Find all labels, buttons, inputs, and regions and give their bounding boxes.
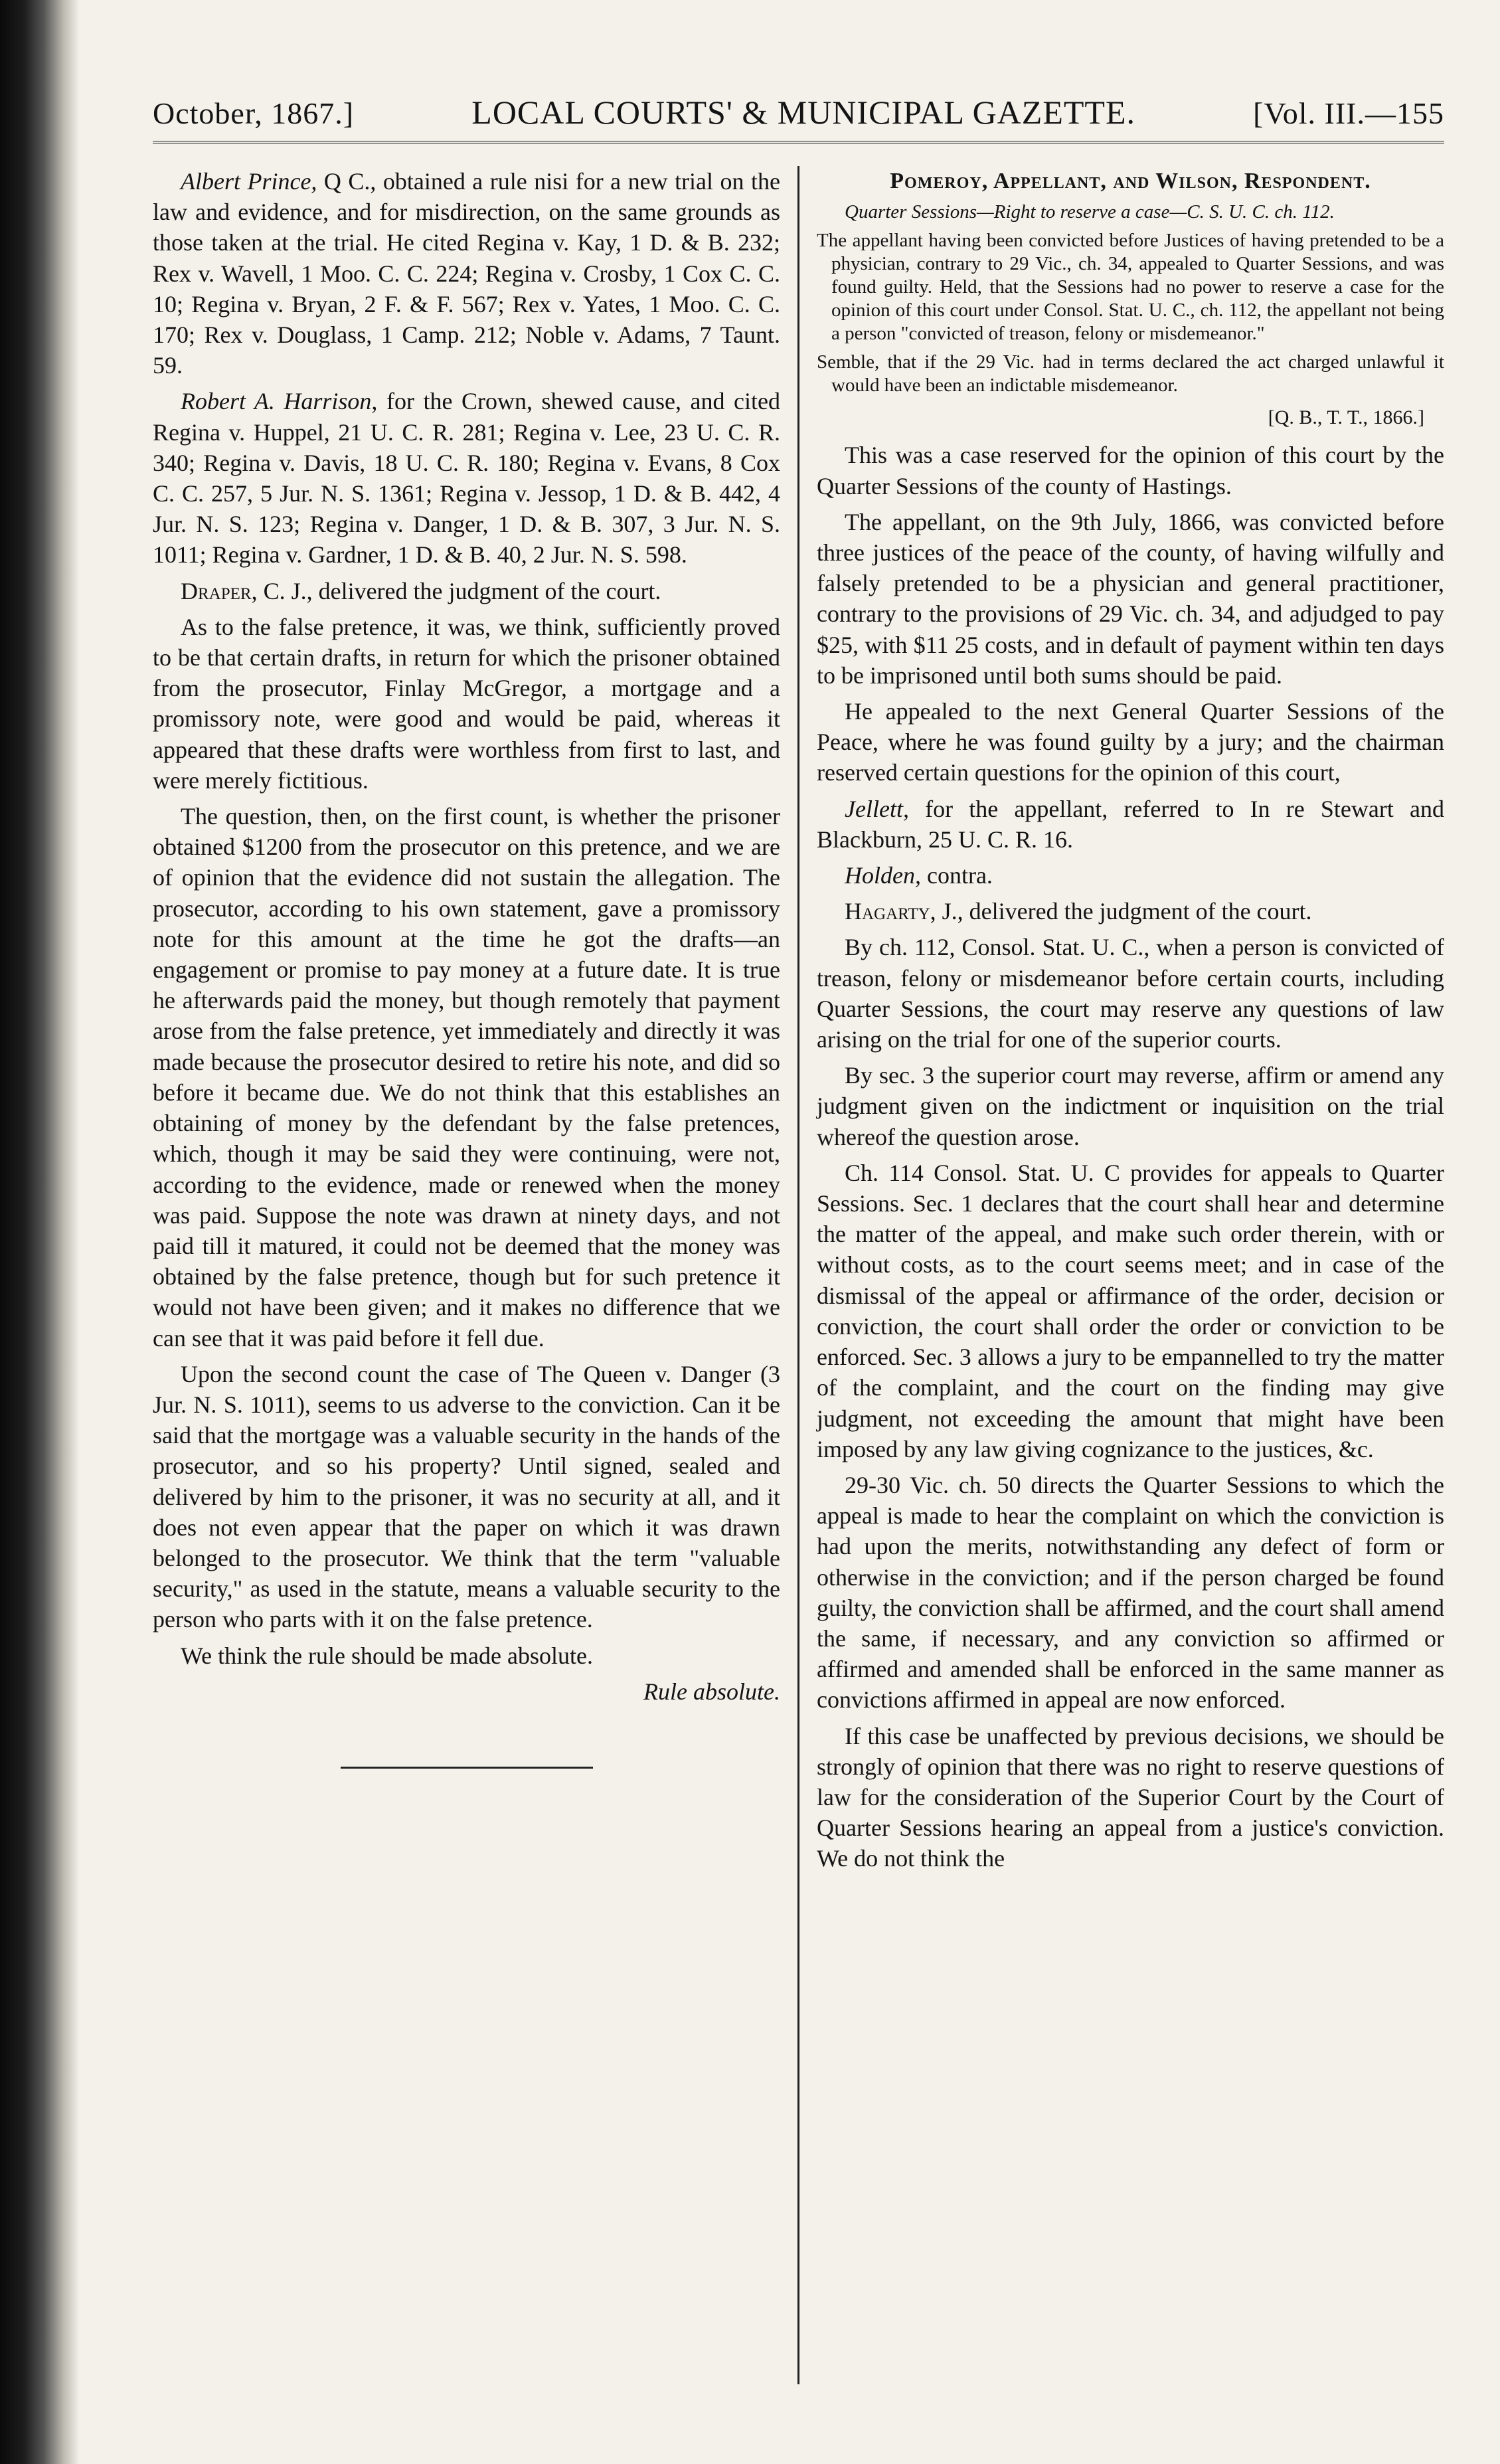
right-column (797, 166, 1444, 2384)
two-column-body (153, 166, 1444, 2384)
paragraph: As to the false pretence, it was, we think, sufficiently proved to be that certain drafts, in return for which the prisoner obtained from the prosecutor, Finlay McGregor, a mortgage and a promissory note, were good and would be paid, whereas it appeared that these drafts were worthless from first to last, and were merely fictitious. (153, 613, 780, 794)
court-citation: [Q. B., T. T., 1866.] (1268, 406, 1424, 429)
paragraph: The appellant, on the 9th July, 1866, was convicted before three justices of the peace of the county, of having wilfully and falsely pretended to be a physician and general practitioner, contrary to the provisions of 29 Vic. ch. 34, and adjudged to pay $25, with $11 25 costs, and in default of payment within ten days to be imprisoned until both sums should be paid. (817, 508, 1444, 689)
counsel-name: Albert Prince, (181, 168, 317, 195)
counsel-name: Robert A. Harrison, (181, 388, 378, 415)
paragraph: Albert Prince, Q C., obtained a rule nisi for a new trial on the law and evidence, and for misdirection, on the same grounds as those taken at the trial. He cited Regina v. Kay, 1 D. & B. 232; Rex v. Wavell, 1 Moo. C. C. 224; Regina v. Crosby, 1 Cox C. C. 10; Regina v. Bryan, 2 F. & F. 567; Rex v. Yates, 1 Moo. C. C. 170; Rex v. Douglass, 1 Camp. 212; Noble v. Adams, 7 Taunt. 59. (153, 168, 780, 379)
book-spine-shadow (0, 0, 80, 2464)
paragraph: We think the rule should be made absolute. (181, 1642, 593, 1669)
paragraph: Ch. 114 Consol. Stat. U. C provides for appeals to Quarter Sessions. Sec. 1 declares that the court shall hear and determine the matter of the appeal, and make such order therein, with or without costs, as to the court seems meet; and in case of the dismissal of the appeal or affirmance of the order, decision or conviction, the court shall order the order or conviction to be enforced. Sec. 3 allows a jury to be empannelled to try the matter of the complaint, and the court on the finding may give judgment, not exceeding the amount that might have been imposed by any law giving cognizance to the justices, &c. (817, 1159, 1444, 1462)
headnote: Semble, that if the 29 Vic. had in terms declared the act charged unlawful it would have been an indictable misdemeanor. (817, 351, 1444, 396)
paragraph: This was a case reserved for the opinion of this court by the Quarter Sessions of the county of Hastings. (817, 442, 1444, 499)
paragraph: Upon the second count the case of The Queen v. Danger (3 Jur. N. S. 1011), seems to us adverse to the conviction. Can it be said that the mortgage was a valuable security in the hands of the prosecutor, and so his property? Until signed, sealed and delivered by him to the prisoner, it was no security at all, and it does not even appear that the paper on which it was drawn belonged to the prosecutor. We think that the term "valuable security," as used in the statute, means a valuable security to the person who parts with it on the false pretence. (153, 1360, 780, 1633)
counsel-name: Jellett, (845, 795, 909, 822)
rule-absolute: Rule absolute. (643, 1678, 780, 1705)
headnote-subject: Quarter Sessions—Right to reserve a case—C. S. U. C. ch. 112. (845, 201, 1335, 223)
header-volume: [Vol. III.—155 (1253, 96, 1444, 130)
gazette-page (153, 93, 1444, 2444)
judge-name: Hagarty, (845, 898, 936, 925)
paragraph: By sec. 3 the superior court may reverse, affirm or amend any judgment given on the indictment or inquisition on the trial whereof the question arose. (817, 1062, 1444, 1150)
paragraph: Jellett, for the appellant, referred to In re Stewart and Blackburn, 25 U. C. R. 16. (817, 795, 1444, 853)
header-title: LOCAL COURTS' & MUNICIPAL GAZETTE. (471, 94, 1136, 131)
paragraph: He appealed to the next General Quarter Sessions of the Peace, where he was found guilty by a jury; and the chairman reserved certain questions for the opinion of this court, (817, 698, 1444, 786)
case-title: Pomeroy, Appellant, and Wilson, Respondent. (890, 169, 1371, 193)
paragraph: The question, then, on the first count, is whether the prisoner obtained $1200 from the prosecutor on this pretence, and we are of opinion that the evidence did not sustain the allegation. The prosecutor, according to his own statement, gave a promissory note for this amount at the time he got the drafts—an engagement or promise to pay money at a future date. It is true he afterwards paid the money, but though remotely that payment arose from the false pretence, yet immediately and directly it was made because the prosecutor desired to retire his note, and did so before it became due. We do not think that this establishes an obtaining of money by the defendant by the false pretences, which, though it may be said they were continuing, were not, according to the evidence, made or renewed when the money was paid. Suppose the note was drawn at ninety days, and not paid till it matured, it could not be deemed that the money was obtained by the false pretence, though but for such pretence it would not have been given; and it makes no difference that we can see that it was paid before it fell due. (153, 803, 780, 1352)
judge-name: Draper, (181, 577, 258, 604)
paragraph: Hagarty, J., delivered the judgment of the court. (845, 898, 1312, 925)
left-column (153, 166, 797, 2384)
paragraph: 29-30 Vic. ch. 50 directs the Quarter Sessions to which the appeal is made to hear the complaint on which the conviction is had upon the merits, notwithstanding any defect of form or otherwise in the conviction; and if the person charged be found guilty, the conviction shall be affirmed, and the court shall amend the same, if necessary, and any conviction so affirmed or affirmed and amended shall be enforced in the same manner as convictions affirmed in appeal are now enforced. (817, 1471, 1444, 1714)
paragraph: Holden, contra. (845, 862, 993, 889)
paragraph: If this case be unaffected by previous decisions, we should be strongly of opinion that there was no right to reserve questions of law for the consideration of the Superior Court by the Court of Quarter Sessions hearing an appeal from a justice's conviction. We do not think the (817, 1722, 1444, 1872)
paragraph: By ch. 112, Consol. Stat. U. C., when a person is convicted of treason, felony or misdemeanor before certain courts, including Quarter Sessions, the court may reserve any questions of law arising on the trial for one of the superior courts. (817, 934, 1444, 1053)
running-header (153, 93, 1444, 143)
counsel-name: Holden, (845, 862, 921, 889)
paragraph: Robert A. Harrison, for the Crown, shewed cause, and cited Regina v. Huppel, 21 U. C. R. 281; Regina v. Lee, 23 U. C. R. 340; Regina v. Davis, 18 U. C. R. 180; Regina v. Evans, 8 Cox C. C. 257, 5 Jur. N. S. 1361; Regina v. Jessop, 1 D. & B. 442, 4 Jur. N. S. 123; Regina v. Danger, 1 D. & B. 307, 3 Jur. N. S. 1011; Regina v. Gardner, 1 D. & B. 40, 2 Jur. N. S. 598. (153, 388, 780, 569)
header-date: October, 1867.] (153, 96, 355, 130)
end-rule-divider (341, 1767, 593, 1769)
headnote: The appellant having been convicted before Justices of having pretended to be a physician, contrary to 29 Vic., ch. 34, appealed to Quarter Sessions, and was found guilty. Held, that the Sessions had no power to reserve a case for the opinion of this court under Consol. Stat. U. C., ch. 112, the appellant not being a person "convicted of treason, felony or misdemeanor." (817, 230, 1444, 345)
paragraph: Draper, C. J., delivered the judgment of the court. (181, 577, 661, 604)
